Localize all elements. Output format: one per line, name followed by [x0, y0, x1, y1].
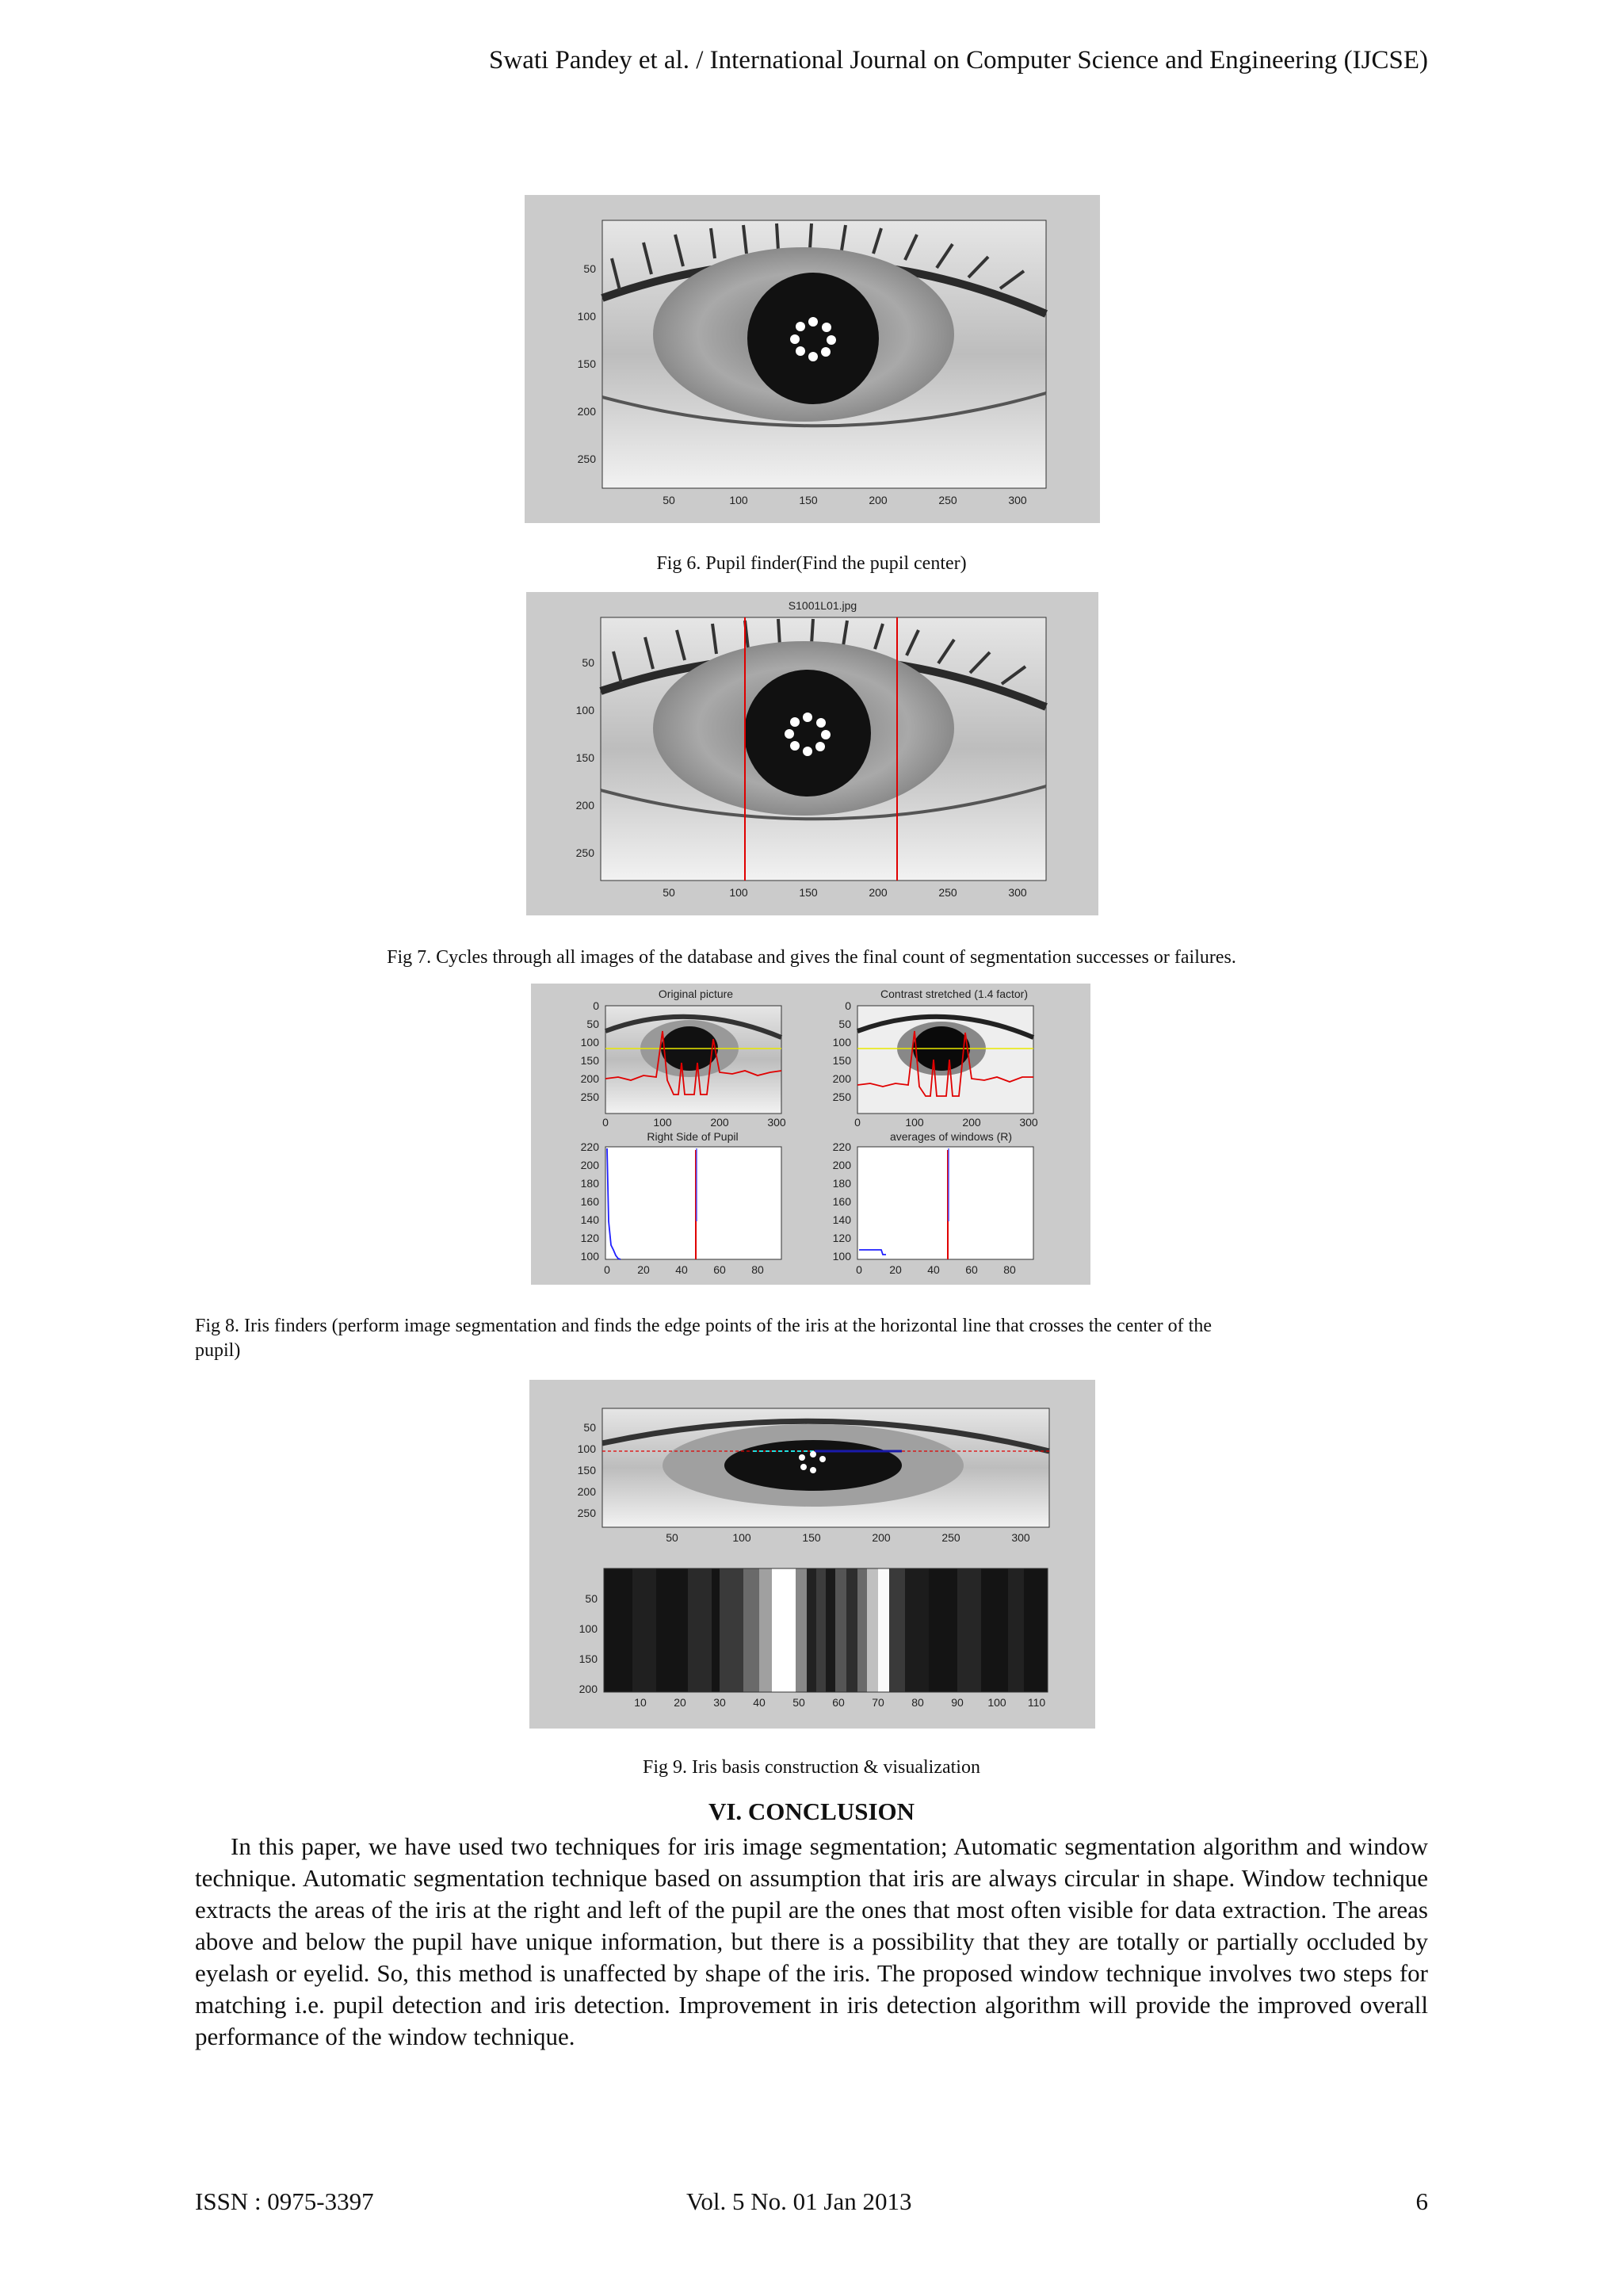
fig6-y-tick: 100 — [577, 310, 596, 323]
fig6-x-tick: 50 — [663, 494, 675, 506]
fig8-br-x-tick: 20 — [889, 1263, 902, 1276]
fig8-bl-x-tick: 80 — [751, 1263, 764, 1276]
fig6-y-tick: 50 — [583, 262, 596, 275]
fig7-figure — [526, 592, 1098, 915]
fig9-bottom-x-tick: 60 — [832, 1696, 845, 1709]
fig8-br-y-tick: 180 — [832, 1177, 851, 1190]
fig8-tr-y-tick: 50 — [838, 1018, 851, 1030]
fig9-top-x-tick: 250 — [941, 1531, 960, 1544]
fig9-panels — [529, 1380, 1095, 1729]
fig9-top-y-tick: 100 — [577, 1442, 596, 1455]
fig8-averages-title: averages of windows (R) — [889, 1130, 1013, 1143]
fig9-bottom-y-tick: 100 — [579, 1622, 598, 1635]
fig6-y-tick: 200 — [577, 405, 596, 418]
fig9-bottom-x-tick: 50 — [792, 1696, 805, 1709]
fig8-br-y-tick: 200 — [832, 1159, 851, 1171]
fig9-bottom-x-tick: 100 — [987, 1696, 1006, 1709]
fig8-br-x-tick: 0 — [856, 1263, 862, 1276]
fig8-panels — [531, 984, 1090, 1285]
fig8-tl-x-tick: 300 — [767, 1116, 786, 1129]
conclusion-paragraph: In this paper, we have used two techniques for iris image segmentation; Automatic segmentation algorithm and window technique. Automatic segmentation technique based on assumption that iris are always circular in shape. Window technique extracts the areas of the iris at the right and left of the pupil are the ones that most often visible for data extraction. The areas above and below the pupil have unique information, but there is a possibility that they are totally or partially occluded by eyelash or eyelid. So, this method is unaffected by shape of the iris. The proposed window technique involves two steps for matching i.e. pupil detection and iris detection. Improvement in iris detection algorithm will provide the improved overall performance of the window technique. — [195, 1832, 1428, 2050]
fig6-caption: Fig 6. Pupil finder(Find the pupil center) — [656, 553, 967, 574]
fig9-bottom-x-tick: 70 — [872, 1696, 884, 1709]
fig8-tr-y-tick: 250 — [832, 1091, 851, 1103]
fig8-tr-y-tick: 100 — [832, 1036, 851, 1049]
fig8-br-x-tick: 40 — [927, 1263, 940, 1276]
fig9-top-x-tick: 200 — [872, 1531, 891, 1544]
fig7-x-tick: 150 — [799, 886, 818, 899]
fig9-bottom-x-tick: 20 — [674, 1696, 686, 1709]
fig9-top-x-tick: 100 — [732, 1531, 751, 1544]
fig8-tl-y-tick: 0 — [593, 999, 599, 1012]
running-header: Swati Pandey et al. / International Journal on Computer Science and Engineering (IJCSE) — [489, 46, 1428, 74]
fig8-br-y-tick: 220 — [832, 1140, 851, 1153]
fig6-figure — [525, 195, 1100, 523]
fig8-bl-x-tick: 0 — [604, 1263, 610, 1276]
fig9-top-y-ticks — [578, 1421, 597, 1519]
fig9-bottom-y-ticks — [579, 1592, 598, 1695]
fig7-y-tick: 100 — [575, 704, 594, 716]
fig8-original-x-ticks — [602, 1116, 786, 1129]
fig9-top-x-tick: 150 — [802, 1531, 821, 1544]
fig7-plot — [526, 592, 1098, 915]
fig8-tl-y-tick: 50 — [586, 1018, 599, 1030]
fig9-iris-basis-image — [604, 1568, 1048, 1692]
fig8-br-x-tick: 80 — [1003, 1263, 1016, 1276]
fig8-contrast-title: Contrast stretched (1.4 factor) — [880, 988, 1028, 1000]
footer-issn: ISSN : 0975-3397 — [195, 2187, 374, 2215]
fig9-top-y-tick: 250 — [577, 1507, 596, 1519]
fig8-tr-y-tick: 0 — [845, 999, 851, 1012]
fig7-x-tick: 300 — [1008, 886, 1027, 899]
fig8-avg-y-ticks — [833, 1140, 852, 1263]
fig9-top-y-tick: 150 — [577, 1464, 596, 1477]
fig9-bottom-y-tick: 200 — [579, 1683, 598, 1695]
fig9-bottom-x-tick: 10 — [634, 1696, 647, 1709]
fig8-br-y-tick: 120 — [832, 1232, 851, 1244]
fig8-bl-y-tick: 120 — [580, 1232, 599, 1244]
fig6-x-tick: 250 — [938, 494, 957, 506]
fig8-bl-y-tick: 220 — [580, 1140, 599, 1153]
fig8-br-y-tick: 140 — [832, 1213, 851, 1226]
fig9-caption: Fig 9. Iris basis construction & visualization — [643, 1757, 980, 1778]
fig8-bl-x-tick: 40 — [675, 1263, 688, 1276]
fig6-x-tick: 150 — [799, 494, 818, 506]
fig7-x-ticks — [663, 886, 1027, 899]
fig8-caption-line1: Fig 8. Iris finders (perform image segmentation and finds the edge points of the iris at the horizontal line that crosses the center of the — [195, 1316, 1212, 1336]
fig9-bottom-x-tick: 40 — [753, 1696, 766, 1709]
fig8-tr-x-tick: 100 — [905, 1116, 924, 1129]
fig8-bl-x-tick: 60 — [713, 1263, 726, 1276]
fig9-bottom-x-tick: 90 — [951, 1696, 964, 1709]
fig6-x-ticks — [663, 494, 1027, 506]
fig8-bl-y-tick: 160 — [580, 1195, 599, 1208]
fig8-tr-x-tick: 0 — [854, 1116, 861, 1129]
fig7-y-tick: 150 — [575, 751, 594, 764]
fig8-tr-y-tick: 200 — [832, 1072, 851, 1085]
fig6-plot — [525, 195, 1100, 523]
fig8-br-y-tick: 100 — [832, 1250, 851, 1263]
fig9-bottom-x-tick: 80 — [911, 1696, 924, 1709]
fig8-rs-y-ticks — [581, 1140, 600, 1263]
fig6-y-tick: 250 — [577, 453, 596, 465]
section-heading: VI. CONCLUSION — [708, 1797, 915, 1825]
fig9-bottom-y-tick: 150 — [579, 1652, 598, 1665]
fig6-y-tick: 150 — [577, 357, 596, 370]
fig8-bl-y-tick: 200 — [580, 1159, 599, 1171]
footer-volume: Vol. 5 No. 01 Jan 2013 — [686, 2187, 912, 2215]
fig7-x-tick: 250 — [938, 886, 957, 899]
fig8-br-x-tick: 60 — [965, 1263, 978, 1276]
fig9-top-x-tick: 50 — [666, 1531, 678, 1544]
fig6-y-ticks — [578, 262, 597, 465]
fig7-y-tick: 250 — [575, 846, 594, 859]
fig8-tr-y-tick: 150 — [832, 1054, 851, 1067]
footer-page-number: 6 — [1415, 2187, 1428, 2215]
fig8-tr-x-tick: 200 — [962, 1116, 981, 1129]
fig9-top-y-tick: 50 — [583, 1421, 596, 1434]
fig8-tl-y-tick: 150 — [580, 1054, 599, 1067]
fig8-tl-y-tick: 200 — [580, 1072, 599, 1085]
fig8-bl-x-tick: 20 — [637, 1263, 650, 1276]
fig9-bottom-x-tick: 30 — [713, 1696, 726, 1709]
fig8-contrast-x-ticks — [854, 1116, 1038, 1129]
fig8-tl-y-tick: 250 — [580, 1091, 599, 1103]
fig7-y-tick: 50 — [582, 656, 594, 669]
fig7-caption: Fig 7. Cycles through all images of the database and gives the final count of segmentation successes or failures. — [387, 947, 1236, 968]
fig7-x-tick: 200 — [869, 886, 888, 899]
fig7-plot-title: S1001L01.jpg — [788, 599, 857, 612]
fig9-bottom-y-tick: 50 — [585, 1592, 598, 1605]
fig8-br-y-tick: 160 — [832, 1195, 851, 1208]
fig9-figure — [529, 1380, 1095, 1729]
fig6-x-tick: 200 — [869, 494, 888, 506]
fig9-bottom-x-ticks — [634, 1696, 1045, 1709]
fig9-top-x-ticks — [666, 1531, 1030, 1544]
fig6-x-tick: 300 — [1008, 494, 1027, 506]
fig8-rs-x-ticks — [604, 1263, 764, 1276]
fig8-original-y-ticks — [581, 999, 600, 1103]
fig8-bl-y-tick: 100 — [580, 1250, 599, 1263]
fig9-top-x-tick: 300 — [1011, 1531, 1030, 1544]
fig8-right-side-title: Right Side of Pupil — [647, 1130, 739, 1143]
fig8-figure — [531, 984, 1090, 1285]
fig8-bl-y-tick: 180 — [580, 1177, 599, 1190]
fig8-tl-x-tick: 0 — [602, 1116, 609, 1129]
fig7-y-ticks — [576, 656, 595, 859]
fig6-x-tick: 100 — [729, 494, 748, 506]
fig8-tl-y-tick: 100 — [580, 1036, 599, 1049]
fig8-avg-x-ticks — [856, 1263, 1016, 1276]
fig7-y-tick: 200 — [575, 799, 594, 812]
fig7-x-tick: 100 — [729, 886, 748, 899]
fig8-bl-y-tick: 140 — [580, 1213, 599, 1226]
fig9-top-y-tick: 200 — [577, 1485, 596, 1498]
fig8-caption-line2: pupil) — [195, 1340, 241, 1361]
fig7-x-tick: 50 — [663, 886, 675, 899]
fig8-tl-x-tick: 200 — [710, 1116, 729, 1129]
fig8-tr-x-tick: 300 — [1019, 1116, 1038, 1129]
fig9-bottom-x-tick: 110 — [1027, 1696, 1046, 1709]
fig8-original-title: Original picture — [658, 988, 734, 1000]
fig8-contrast-y-ticks — [833, 999, 852, 1103]
fig8-tl-x-tick: 100 — [653, 1116, 672, 1129]
